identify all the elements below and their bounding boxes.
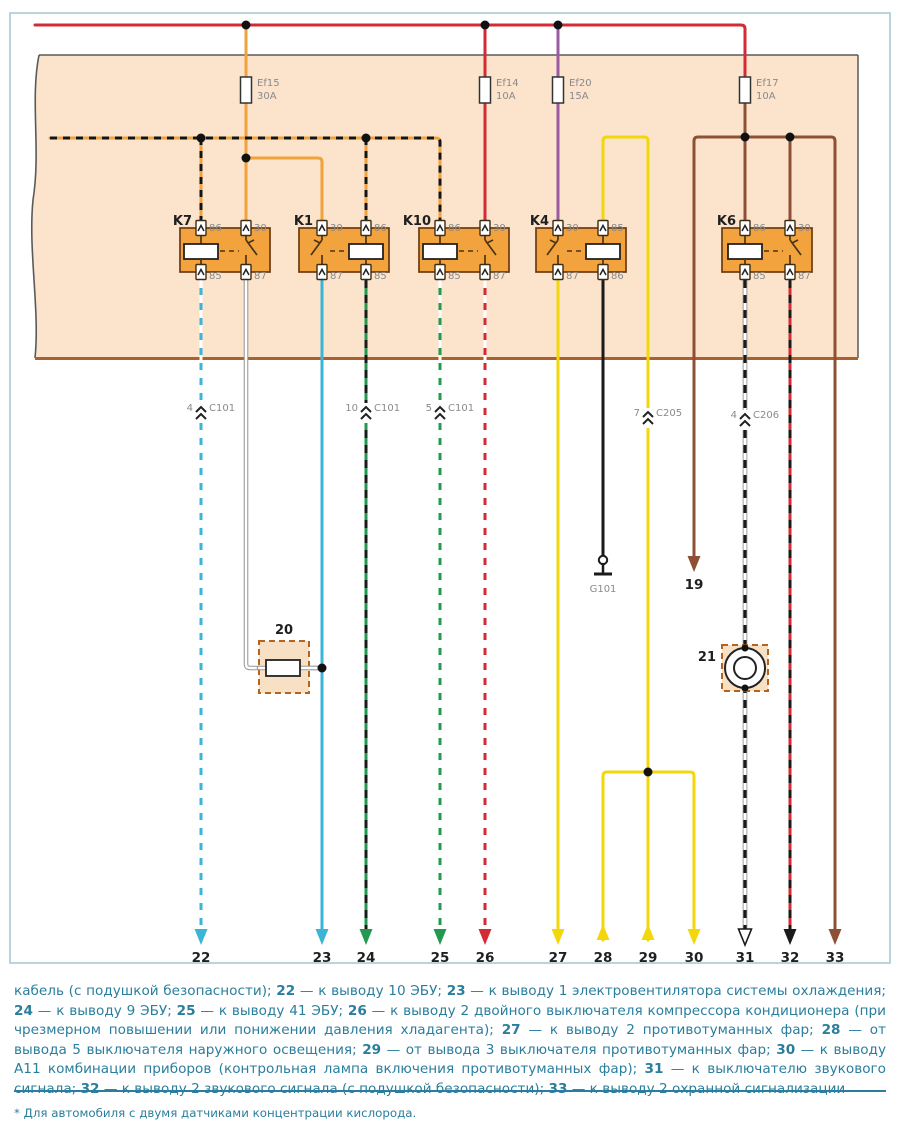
legend-paragraph: кабель (с подушкой безопасности); 22 — к выводу 10 ЭБУ; 23 — к выводу 1 электровентилятора системы охлаждения; 24 — к выводу 9 ЭБУ; 25 — к выводу 41 ЭБУ; 26 — к выводу 2 двойного выключателя компрессора кондиционера (при чрезмерном повышении или понижении давления хладагента); 27 — к выводу 2 противотуманных фар; 28 — от вывода 5 выключателя наружного освещения; 29 — от вывода 3 выключателя противотуманных фар; 30 — к выводу А11 комбинации приборов (контрольная лампа включения противотуманных фар); 31 — к выключателю звукового сигнала; 32 — к выводу 2 звукового сигнала (с подушкой безопасности); 33 — к выводу 2 охранной сигнализации (14, 983, 887, 1097)
fuse-relay-panel (32, 55, 858, 359)
fuse-id: Ef15 (257, 78, 280, 89)
terminal-label: 30 (493, 223, 506, 234)
connector-C205-pin7 (634, 408, 682, 428)
footnote: * Для автомобиля с двумя датчиками концентрации кислорода. (14, 1106, 417, 1120)
relay-name: K10 (402, 214, 431, 229)
label-25: 25 (430, 950, 450, 966)
label-26: 26 (475, 950, 495, 966)
terminal-label: 85 (448, 271, 461, 282)
fuse-rating: 10A (756, 91, 776, 102)
connector-C206-pin4 (731, 410, 779, 430)
label-33: 33 (825, 950, 845, 966)
component-21-horn (698, 645, 768, 692)
connector-C101-pin10 (345, 403, 400, 423)
fuse-id: Ef17 (756, 78, 779, 89)
connector-name: C101 (374, 403, 401, 414)
relay-K10 (403, 214, 509, 282)
fuse-rating: 10A (496, 91, 516, 102)
connector-C101-pin5 (426, 403, 474, 423)
label-19: 19 (684, 577, 704, 593)
arrow-27 (552, 929, 565, 945)
arrow-30 (688, 929, 701, 945)
relay-name: K4 (529, 214, 549, 229)
label-28: 28 (593, 950, 613, 966)
connector-pin: 10 (345, 403, 358, 414)
connector-pin: 4 (730, 410, 737, 421)
connector-name: C101 (209, 403, 236, 414)
arrow-32 (784, 929, 797, 945)
terminal-label: 85 (753, 271, 766, 282)
terminal-label: 30 (254, 223, 267, 234)
label-22: 22 (191, 950, 211, 966)
ground-G101 (590, 556, 617, 595)
terminal-label: 87 (254, 271, 267, 282)
arrow-29-up (642, 924, 655, 940)
label-31: 31 (735, 950, 755, 966)
terminal-label: 85 (611, 223, 624, 234)
terminal-label: 86 (753, 223, 766, 234)
label-29: 29 (638, 950, 658, 966)
arrow-28-up (597, 924, 610, 940)
label-32: 32 (780, 950, 800, 966)
arrow-24 (360, 929, 373, 945)
relay-K4 (530, 214, 626, 282)
terminal-label: 85 (374, 271, 387, 282)
connector-name: C206 (753, 410, 780, 421)
label-24: 24 (356, 950, 376, 966)
terminal-label: 87 (566, 271, 579, 282)
connector-name: C205 (656, 408, 683, 419)
arrow-19 (688, 556, 701, 572)
terminal-label: 30 (798, 223, 811, 234)
relay-K1 (294, 214, 389, 282)
label-27: 27 (548, 950, 568, 966)
label-23: 23 (312, 950, 332, 966)
terminal-label: 30 (566, 223, 579, 234)
relay-name: K1 (293, 214, 313, 229)
arrow-23 (316, 929, 329, 945)
fuse-id: Ef20 (569, 78, 592, 89)
legend-divider (14, 1090, 886, 1092)
arrow-22 (195, 929, 208, 945)
arrow-26 (479, 929, 492, 945)
arrow-31-white (739, 929, 752, 945)
connector-pin: 7 (633, 408, 640, 419)
relay-name: K7 (172, 214, 192, 229)
arrow-25 (434, 929, 447, 945)
connector-pin: 5 (425, 403, 432, 414)
terminal-label: 86 (374, 223, 387, 234)
fuse-rating: 30A (257, 91, 277, 102)
component-20-resistor (259, 623, 318, 693)
relay-name: K6 (716, 214, 736, 229)
fuse-id: Ef14 (496, 78, 519, 89)
connector-name: C101 (448, 403, 475, 414)
component-20-label: 20 (274, 623, 294, 638)
arrow-33 (829, 929, 842, 945)
terminal-label: 87 (493, 271, 506, 282)
component-21-label: 21 (697, 650, 716, 665)
connector-pin: 4 (186, 403, 193, 414)
relay-K7 (173, 214, 270, 282)
connector-C101-pin4 (187, 403, 235, 423)
fuse-rating: 15A (569, 91, 589, 102)
terminal-label: 87 (798, 271, 811, 282)
terminal-label: 86 (209, 223, 222, 234)
terminal-label: 85 (209, 271, 222, 282)
terminal-label: 87 (330, 271, 343, 282)
relay-K6 (717, 214, 812, 282)
terminal-label: 30 (330, 223, 343, 234)
label-30: 30 (684, 950, 704, 966)
ground-label: G101 (589, 584, 617, 595)
terminal-label: 86 (448, 223, 461, 234)
terminal-label: 86 (611, 271, 624, 282)
